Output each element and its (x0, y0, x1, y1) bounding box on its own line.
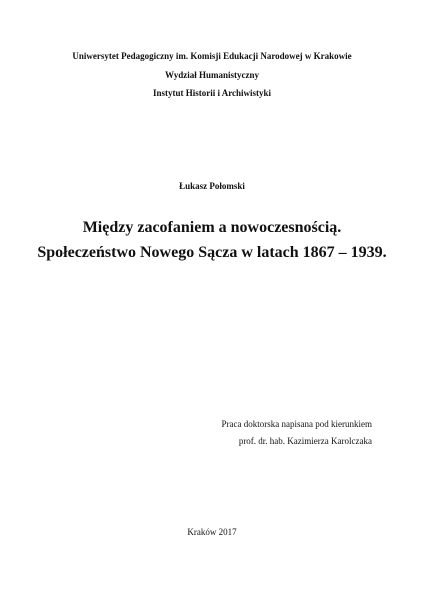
faculty-name: Wydział Humanistyczny (165, 70, 259, 80)
supervisor-name: prof. dr. hab. Kazimierza Karolczaka (238, 436, 372, 446)
thesis-title-line-1: Między zacofaniem a nowoczesnością. (82, 219, 342, 236)
place-and-year: Kraków 2017 (187, 527, 237, 537)
university-name: Uniwersytet Pedagogiczny im. Komisji Edukacji Narodowej w Krakowie (72, 51, 352, 61)
institute-name: Instytut Historii i Archiwistyki (152, 88, 272, 98)
author-name: Łukasz Połomski (179, 181, 245, 191)
thesis-title-line-2: Społeczeństwo Nowego Sącza w latach 1867 – 1939. (37, 244, 387, 261)
thesis-supervision-note: Praca doktorska napisana pod kierunkiem (221, 419, 372, 429)
